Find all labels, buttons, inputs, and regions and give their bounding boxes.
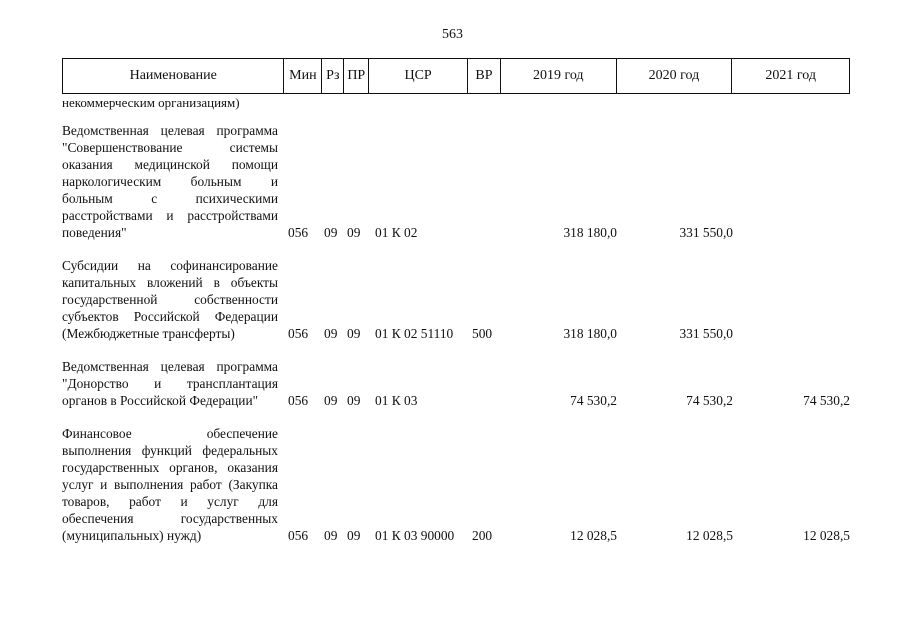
row-pr: 09 — [347, 528, 361, 543]
table-header — [62, 58, 850, 94]
row-csr: 01 К 02 — [375, 225, 418, 240]
row-2020: 331 550,0 — [679, 326, 733, 341]
row-vr: 500 — [472, 326, 493, 341]
row-rz: 09 — [324, 393, 338, 408]
row-pr: 09 — [347, 326, 361, 341]
row-csr: 01 К 02 51110 — [375, 326, 454, 341]
table-row — [62, 122, 850, 241]
header-csr: ЦСР — [369, 59, 468, 93]
header-name: Наименование — [63, 59, 284, 93]
row-2019: 318 180,0 — [563, 326, 617, 341]
row-pr: 09 — [347, 393, 361, 408]
row-2019: 12 028,5 — [570, 528, 617, 543]
row-vr: 200 — [472, 528, 493, 543]
table-body — [62, 122, 850, 560]
row-2020: 331 550,0 — [679, 225, 733, 240]
row-pr: 09 — [347, 225, 361, 240]
row-min: 056 — [288, 393, 309, 408]
header-2021: 2021 год — [765, 68, 816, 83]
header-vr: ВР — [468, 59, 501, 93]
row-2020: 12 028,5 — [686, 528, 733, 543]
row-name: Финансовое обеспечение выполнения функций федеральных государственных органов, оказания услуг и выполнения работ (Закупка товаров, работ и услуг для обеспечения государственных (муниципальных) нужд) — [62, 426, 278, 543]
header-min: Мин — [284, 59, 322, 93]
row-name: Ведомственная целевая программа "Совершенствование системы оказания медицинской помощи наркологическим больным и больным с психическими расстройствами и расстройствами поведения" — [62, 123, 278, 240]
row-rz: 09 — [324, 528, 338, 543]
row-2021: 74 530,2 — [803, 393, 850, 408]
row-rz: 09 — [324, 326, 338, 341]
row-rz: 09 — [324, 225, 338, 240]
row-2019: 74 530,2 — [570, 393, 617, 408]
row-min: 056 — [288, 528, 309, 543]
budget-table — [62, 58, 850, 543]
table-row — [62, 257, 850, 342]
row-2021: 12 028,5 — [803, 528, 850, 543]
page-number: 563 — [442, 27, 463, 42]
header-rz: Рз — [322, 59, 344, 93]
row-name: Ведомственная целевая программа "Донорство и трансплантация органов в Российской Федерации" — [62, 359, 278, 408]
header-2020: 2020 год — [617, 59, 733, 93]
row-name: Субсидии на софинансирование капитальных вложений в объекты государственной собственности субъектов Российской Федерации (Межбюджетные трансферты) — [62, 258, 278, 341]
row-2019: 318 180,0 — [563, 225, 617, 240]
table-row — [62, 425, 850, 544]
header-pr: ПР — [344, 59, 369, 93]
row-csr: 01 К 03 90000 — [375, 528, 455, 543]
row-min: 056 — [288, 225, 309, 240]
row-2020: 74 530,2 — [686, 393, 733, 408]
continuation-text: некоммерческим организациям) — [62, 95, 240, 110]
header-2019: 2019 год — [501, 59, 617, 93]
table-row — [62, 358, 850, 409]
row-csr: 01 К 03 — [375, 393, 418, 408]
row-min: 056 — [288, 326, 309, 341]
